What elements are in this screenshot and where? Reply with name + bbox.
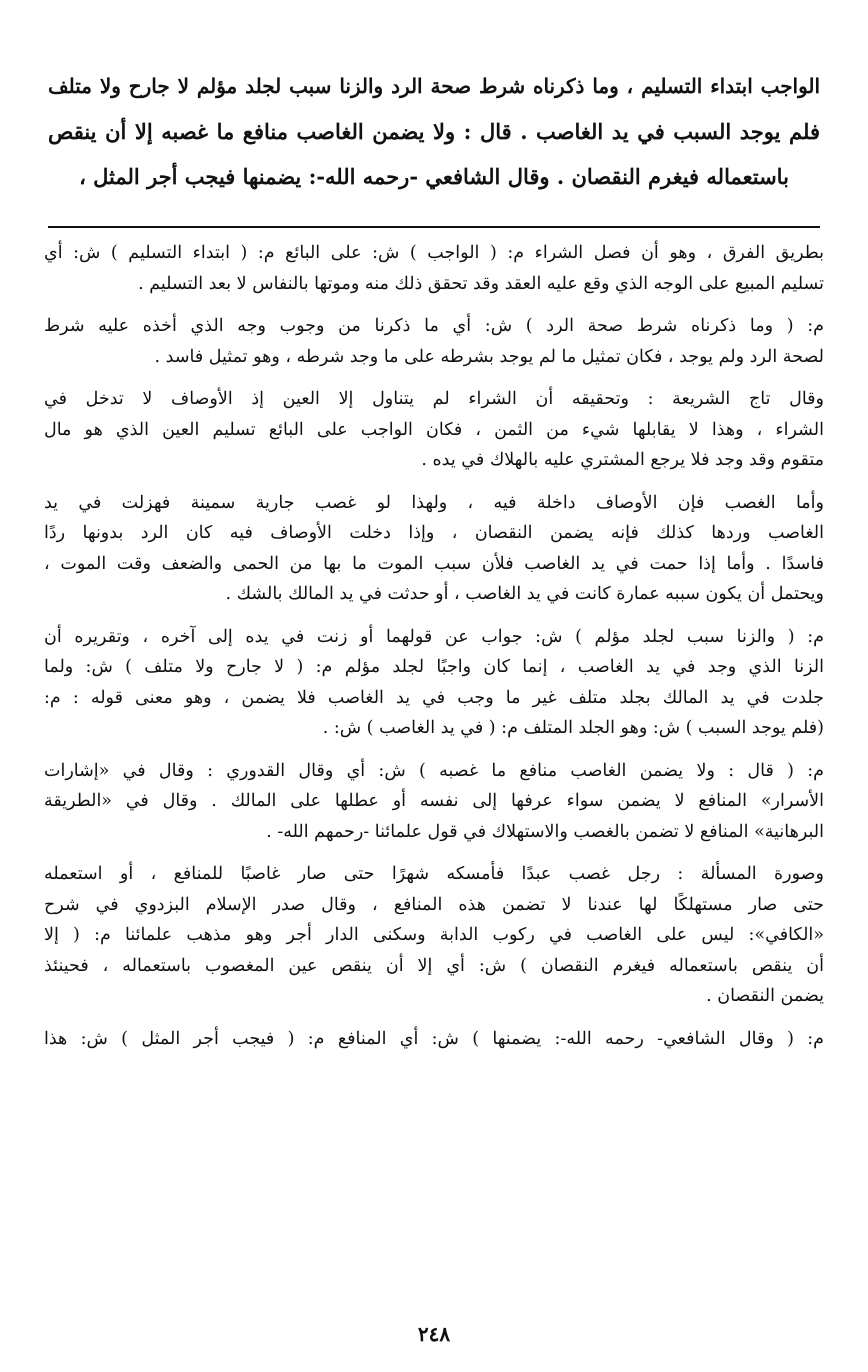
commentary-line: الغاصب وردها كذلك فإنه يضمن النقصان ، وإذا دخلت الأوصاف فيه كان الرد بدونها ردًا bbox=[44, 523, 824, 543]
commentary-line: جلدت في يد المالك بجلد متلف غير ما وجب في يد الغاصب فلا يضمن ، وهو معنى قوله : م: bbox=[44, 687, 824, 708]
commentary-line: م: ( وما ذكرناه شرط صحة الرد ) ش: أي ما ذكرنا من وجوب وجه الذي أخذه عليه شرط bbox=[44, 316, 824, 336]
commentary-line: (فلم يوجد السبب ) ش: وهو الجلد المتلف م: ( في يد الغاصب ) ش: . bbox=[322, 718, 824, 738]
commentary-line: فاسدًا . وأما إذا حمت في يد الغاصب فلأن سبب الموت ما بها من الحمى والضعف وقت الموت ، bbox=[44, 553, 824, 574]
commentary-line: م: ( وقال الشافعي- رحمه الله-: يضمنها ) ش: أي المنافع م: ( فيجب أجر المثل ) ش: هذا bbox=[44, 1028, 824, 1049]
main-text-line: باستعماله فيغرم النقصان . وقال الشافعي -رحمه الله-: يضمنها فيجب أجر المثل ، bbox=[79, 164, 789, 189]
commentary-line: البرهانية» المنافع لا تضمن بالغصب والاستهلاك في قول علمائنا -رحمهم الله- . bbox=[266, 821, 824, 842]
commentary-line: وأما الغصب فإن الأوصاف داخلة فيه ، ولهذا لو غصب جارية سمينة فهزلت في يد bbox=[44, 492, 824, 513]
main-text-line: فلم يوجد السبب في يد الغاصب . قال : ولا يضمن الغاصب منافع ما غصبه إلا أن ينقص bbox=[48, 119, 820, 144]
main-text-line: الواجب ابتداء التسليم ، وما ذكرناه شرط صحة الرد والزنا سبب لجلد مؤلم لا جارح ولا متلف bbox=[48, 74, 820, 98]
commentary-line: «الكافي»: ليس على الغاصب في ركوب الدابة وسكنى الدار أجر وهو مذهب علمائنا م: ( إلا bbox=[44, 925, 824, 945]
commentary-paragraph bbox=[44, 238, 824, 299]
commentary-line: م: ( قال : ولا يضمن الغاصب منافع ما غصبه ) ش: أي وقال القدوري : وقال في «إشارات bbox=[44, 760, 824, 781]
commentary-paragraph bbox=[44, 488, 824, 610]
commentary-line: تسليم المبيع على الوجه الذي وقع عليه العقد وقد تحقق ذلك منه وموتها بالنفاس لا بعد التسليم . bbox=[138, 273, 824, 294]
commentary-line: الشراء ، وهذا لا يقابلها شيء من الثمن ، فكان الواجب على البائع تسليم العين الذي هو مال bbox=[44, 419, 824, 440]
commentary-line: م: ( والزنا سبب لجلد مؤلم ) ش: جواب عن قولهما أو زنت في يده إلى آخره ، وتقريره أن bbox=[44, 626, 824, 647]
commentary-paragraph bbox=[44, 756, 824, 848]
page-number: ٢٤٨ bbox=[417, 1322, 451, 1346]
commentary-paragraph bbox=[44, 311, 824, 372]
commentary-line: الأسرار» المنافع لا يضمن سواء عرفها إلى نفسه أو عطلها على المالك . وقال في «الطريقة bbox=[44, 791, 824, 811]
commentary-line: متقوم وقد وجد فلا يرجع المشتري عليه بالهلاك في يده . bbox=[421, 450, 824, 470]
commentary-line: وصورة المسألة : رجل غصب عبدًا فأمسكه شهرًا حتى صار غاصبًا للمنافع ، أو استعمله bbox=[44, 864, 824, 884]
commentary-line: الزنا الذي وجد في يد الغاصب ، إنما كان واجبًا لجلد مؤلم م: ( لا جارح ولا متلف ) ش: ولما bbox=[44, 657, 824, 677]
commentary-paragraph bbox=[44, 622, 824, 744]
commentary-line: لصحة الرد ولم يوجد ، فكان تمثيل ما لم يوجد بشرطه على ما وجد شرطه ، وهو تمثيل فاسد . bbox=[154, 346, 824, 367]
commentary bbox=[44, 238, 824, 1066]
commentary-line: وقال تاج الشريعة : وتحقيقه أن الشراء لم يتناول إلا العين إذ الأوصاف لا تدخل في bbox=[44, 389, 824, 409]
separator-rule bbox=[48, 226, 820, 228]
commentary-paragraph bbox=[44, 859, 824, 1012]
commentary-line: بطريق الفرق ، وهو أن فصل الشراء م: ( الواجب ) ش: على البائع م: ( ابتداء التسليم ) ش: أي bbox=[44, 243, 824, 263]
main-text bbox=[48, 64, 820, 199]
commentary-line: ويحتمل أن يكون سببه عمارة كانت في يد الغاصب ، أو حدثت في يد المالك بالشك . bbox=[225, 584, 824, 604]
commentary-paragraph bbox=[44, 1024, 824, 1055]
commentary-line: يضمن النقصان . bbox=[706, 986, 824, 1006]
commentary-line: حتى صار مستهلكًا لها عندنا لا تضمن هذه المنافع ، وقال صدر الإسلام البزدوي في شرح bbox=[44, 894, 824, 915]
commentary-line: أن ينقص باستعماله فيغرم النقصان ) ش: أي إلا أن ينقص عين المغصوب باستعماله ، فحينئذ bbox=[44, 955, 824, 976]
commentary-paragraph bbox=[44, 384, 824, 476]
